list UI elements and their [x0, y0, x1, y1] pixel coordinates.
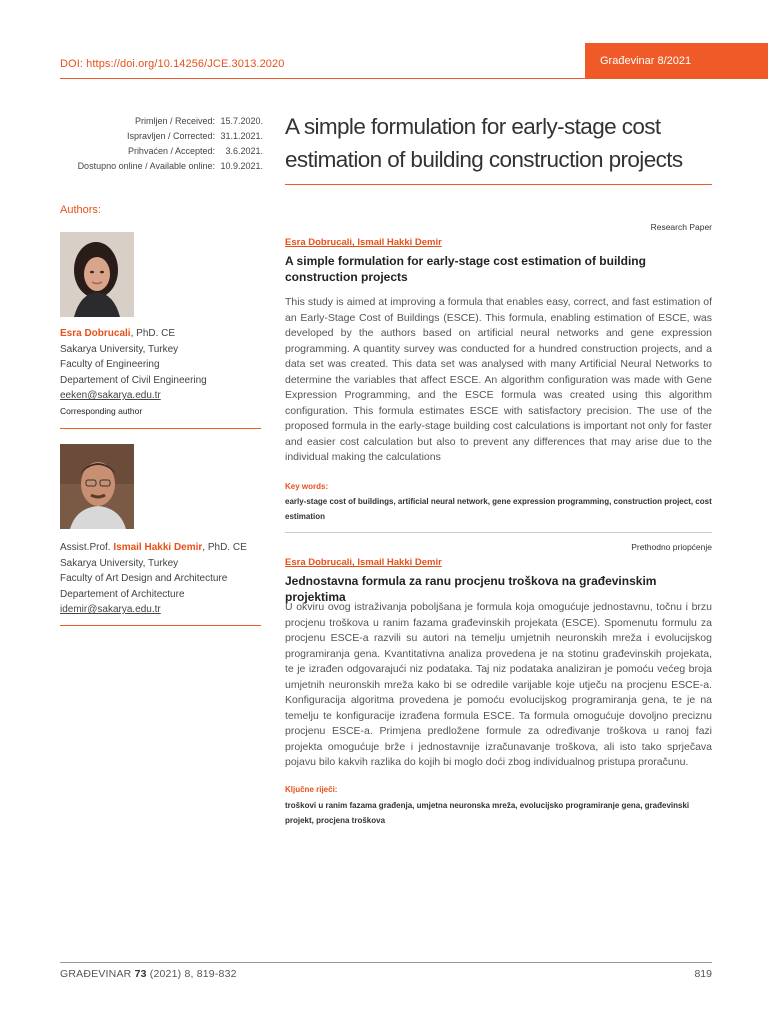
affiliation-faculty: Faculty of Engineering — [60, 359, 160, 370]
author-name: Esra Dobrucali — [60, 328, 131, 339]
date-corrected: Ispravljen / Corrected: 31.1.2021. — [126, 131, 263, 141]
author-name-line: Esra Dobrucali, PhD. CE — [60, 328, 176, 339]
abstract-en: This study is aimed at improving a formula that enables easy, correct, and fast estimation of an Early-Stage Cost of Buildings (ESCE). This formula, enabling estimation of ESCE, was developed by the authors based on artificial neural networks and gene expression programming. A quantity survey was conducted for a hundred construction projects, and a data set was created. This data set was analysed with many Artificial Neural Networks to determine the variables that affect ESCE. An algorithm configuration was made with Gene Expression Programming, and the ESCE formula was created using this algorithm configuration. This formula estimates ESCE with satisfactory precision. The use of the proposed formula in the early-stage building cost calculations is important not only for faster and easier cost calculation but also to prevent any differences that may arise due to the individual making the calculations — [285, 296, 712, 463]
affiliation-department: Departement of Architecture — [60, 588, 185, 600]
affiliation-university: Sakarya University, Turkey — [60, 343, 179, 355]
author-divider — [60, 428, 261, 429]
keywords-label-en: Key words: — [285, 482, 329, 491]
authors-heading: Authors: — [60, 204, 101, 216]
authors-line-hr[interactable]: Esra Dobrucali, Ismail Hakki Demir — [285, 557, 442, 568]
abstract-title-hr: Jednostavna formula za ranu procjenu troškova na građevinskim projektima — [285, 574, 657, 604]
date-accepted: Prihvaćen / Accepted: 3.6.2021. — [127, 146, 263, 156]
doi-link[interactable]: DOI: https://doi.org/10.14256/JCE.3013.2020 — [60, 58, 285, 70]
section-divider — [285, 532, 712, 533]
affiliation-university: Sakarya University, Turkey — [60, 557, 179, 569]
abstract-title-en: A simple formulation for early-stage cost estimation of building construction projects — [285, 254, 646, 284]
title-rule — [285, 184, 712, 185]
authors-line-en[interactable]: Esra Dobrucali, Ismail Hakki Demir — [285, 237, 442, 248]
keywords-hr: troškovi u ranim fazama građenja, umjetna neuronska mreža, evolucijsko programiranje gena, građevinski projekt, procjena troškova — [285, 801, 690, 825]
corresponding-author-note: Corresponding author — [60, 405, 143, 416]
author-divider — [60, 625, 261, 626]
paper-type-hr: Prethodno priopćenje — [631, 542, 712, 552]
author-photo-demir — [60, 444, 134, 529]
date-online: Dostupno online / Available online: 10.9.2021. — [77, 161, 263, 171]
paper-type-en: Research Paper — [650, 222, 712, 232]
author-info-demir — [60, 540, 265, 618]
journal-issue-label: Građevinar 8/2021 — [600, 55, 692, 67]
footer-rule — [60, 962, 712, 963]
footer-citation: GRAĐEVINAR 73 (2021) 8, 819-832 — [60, 968, 237, 980]
keywords-en: early-stage cost of buildings, artificial neural network, gene expression programming, construction project, cost estimation — [285, 497, 712, 521]
header-rule — [60, 78, 585, 79]
author-name-line: Assist.Prof. Ismail Hakki Demir, PhD. CE — [60, 542, 247, 553]
dates-block — [60, 114, 263, 174]
paper-title: A simple formulation for early-stage cost estimation of building construction projects — [285, 114, 683, 172]
author-info-dobrucali — [60, 326, 265, 419]
affiliation-faculty: Faculty of Art Design and Architecture — [60, 573, 228, 584]
abstract-hr: U okviru ovog istraživanja poboljšana je formula koja omogućuje jednostavnu, točnu i brzu procjenu troškova u ranim fazama građevinskih projekata (ESCE). Spomenutu formulu za procjenu ESCE-a razvili su autori na temelju umjetnih neuronskih mreža i evolucijskog programiranja gena. Kvantitativna analiza provedena je na stotinu građevinskih projekata, te je izrađen odgovarajući niz podataka. Taj niz podataka analiziran je pomoću većeg broja umjetnih neuronskih mreža kako bi se odredile varijable koje utječu na procjenu ESCE-a. Konfiguracija algoritma provedena je pomoću evolucijskog programiranja gena, te je na temelju te konfiguracije izrađena formula ESCE. Ta formula omogućuje dovoljno preciznu procjenu ESCE-a. Primjena predložene formule za određivanje troškova u ranoj fazi projekta omogućuje brže i jednostavnije izračunavanje troškova, ali isto tako sprječava pojavu bilo kakvih razlika do kojih bi moglo doći zbog individualnog pristupa proračunu. — [285, 601, 712, 768]
date-received: Primljen / Received: 15.7.2020. — [134, 116, 263, 126]
footer-volume: 73 — [134, 968, 147, 980]
journal-issue-badge — [585, 43, 768, 79]
author-email-link[interactable]: eeken@sakarya.edu.tr — [60, 390, 161, 401]
keywords-label-hr: Ključne riječi: — [285, 785, 338, 794]
author-name: Ismail Hakki Demir — [113, 542, 203, 553]
page-number: 819 — [694, 968, 712, 980]
author-photo-dobrucali — [60, 232, 134, 317]
author-email-link[interactable]: idemir@sakarya.edu.tr — [60, 604, 161, 615]
affiliation-department: Departement of Civil Engineering — [60, 374, 207, 386]
